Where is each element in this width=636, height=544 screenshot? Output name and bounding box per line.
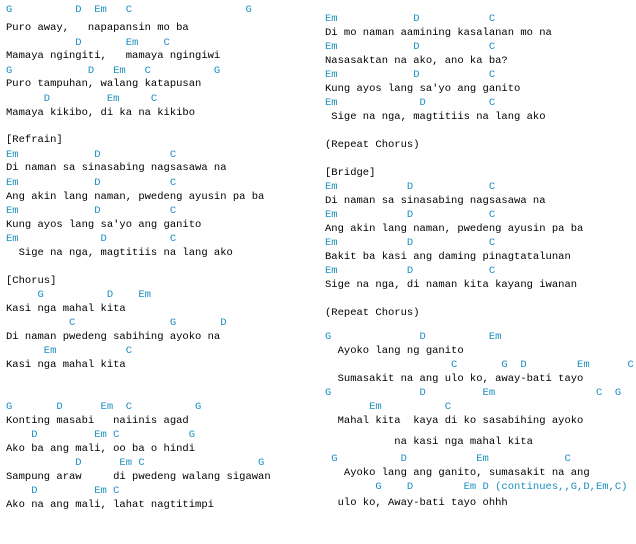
chord-line: Em D C [325,181,496,193]
lyric-line: [Bridge] [325,167,376,179]
chord-line: D Em C [6,485,120,497]
chord-line: Em C [325,401,452,413]
lyric-line: Sampung araw di pwedeng walang sigawan [6,471,271,483]
lyric-line: [Refrain] [6,134,63,146]
lyric-line: Sige na nga, di naman kita kayang iwanan [325,279,578,291]
chord-line: Em C [6,345,133,357]
chord-line: Em D C [6,233,177,245]
lyric-line: Kung ayos lang sa'yo ang ganito [6,219,202,231]
lyric-line: (Repeat Chorus) [325,139,420,151]
lyric-line: Mamaya ngingiti, mamaya ngingiwi [6,50,221,62]
lyric-line: Ayoko lang ng ganito [325,345,464,357]
lyric-line: ulo ko, Away-bati tayo ohhh [325,497,508,509]
lyric-line: Sige na nga, magtitiis na lang ako [6,247,233,259]
chord-line: G D Em C G [6,65,221,77]
chord-line: G D Em [6,289,151,301]
chord-line: Em D C [325,13,496,25]
chord-line: C G D [6,317,227,329]
chord-line: C G D Em C [325,359,634,371]
chord-line: Em D C [325,237,496,249]
lyric-line: Di mo naman aamining kasalanan mo na [325,27,552,39]
lyric-line: Puro away, napapansin mo ba [6,22,189,34]
lyric-line: Di naman sa sinasabing nagsasawa na [325,195,546,207]
chord-line: Em D C [325,265,496,277]
chord-line: D Em C G [6,457,265,469]
lyric-line: (Repeat Chorus) [325,307,420,319]
lyric-line: Konting masabi naiinis agad [6,415,189,427]
lyric-line: Sumasakit na ang ulo ko, away-bati tayo [325,373,584,385]
chord-line: Em D C [325,41,496,53]
lyric-line: Kasi nga mahal kita [6,303,126,315]
lyric-line: [Chorus] [6,275,57,287]
chord-line: Em D C [6,205,177,217]
chord-line: Em D C [325,209,496,221]
lyric-line: Ako ba ang mali, oo ba o hindi [6,443,196,455]
lyric-line: Mamaya kikibo, di ka na kikibo [6,107,196,119]
chord-line: D Em C [6,37,170,49]
chord-line: G D Em C G [6,401,202,413]
lyric-line: Ayoko lang ang ganito, sumasakit na ang [325,467,590,479]
lyric-line: Mahal kita kaya di ko sasabihing ayoko [325,415,584,427]
chord-line: Em D C [6,177,177,189]
chord-line: G D Em C [325,453,571,465]
lyric-line: Nasasaktan na ako, ano ka ba? [325,55,508,67]
lyric-line: Bakit ba kasi ang daming pinagtatalunan [325,251,571,263]
lyric-line: Di naman pwedeng sabihing ayoko na [6,331,221,343]
chord-line: D Em C [6,93,158,105]
lyric-line: Di naman sa sinasabing nagsasawa na [6,162,227,174]
lyric-line: Kung ayos lang sa'yo ang ganito [325,83,521,95]
lyric-line: Sige na nga, magtitiis na lang ako [325,111,546,123]
lyric-line: na kasi nga mahal kita [325,436,533,448]
chord-line: Em D C [6,149,177,161]
chord-line: G D Em C G [325,387,622,399]
chord-line: G D Em C G [6,4,252,16]
lyric-line: Ang akin lang naman, pwedeng ayusin pa ba [325,223,584,235]
chord-line: G D Em D (continues,,G,D,Em,C) [325,481,628,493]
lyric-line: Ako na ang mali, lahat nagtitimpi [6,499,214,511]
chord-line: G D Em [325,331,502,343]
chord-line: D Em C G [6,429,196,441]
chord-line: Em D C [325,69,496,81]
lyric-line: Puro tampuhan, walang katapusan [6,78,202,90]
lyric-line: Ang akin lang naman, pwedeng ayusin pa ba [6,191,265,203]
chord-line: Em D C [325,97,496,109]
lyric-line: Kasi nga mahal kita [6,359,126,371]
